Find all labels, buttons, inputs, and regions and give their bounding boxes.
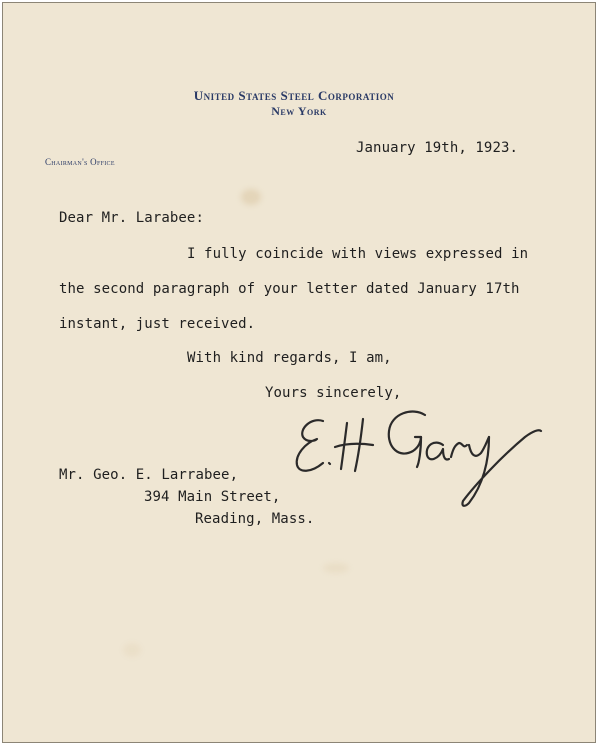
closing-line: With kind regards, I am, xyxy=(187,350,392,366)
office-label: Chairman's Office xyxy=(45,157,115,167)
body-line: the second paragraph of your letter dated January 17th xyxy=(59,281,520,297)
paper-stain xyxy=(123,643,141,657)
letter-page xyxy=(2,2,596,743)
recipient-street: 394 Main Street, xyxy=(144,489,281,505)
body-line: I fully coincide with views expressed in xyxy=(187,246,529,262)
salutation: Dear Mr. Larabee: xyxy=(59,210,204,226)
valediction: Yours sincerely, xyxy=(265,385,402,401)
letterhead-city: New York xyxy=(271,104,327,118)
paper-stain xyxy=(241,189,261,205)
recipient-name: Mr. Geo. E. Larrabee, xyxy=(59,467,239,483)
recipient-city: Reading, Mass. xyxy=(195,511,315,527)
letterhead-company: United States Steel Corporation xyxy=(193,88,395,103)
body-line: instant, just received. xyxy=(59,316,256,332)
paper-stain xyxy=(323,563,349,573)
letter-date: January 19th, 1923. xyxy=(356,140,519,156)
handwritten-signature xyxy=(289,401,549,516)
